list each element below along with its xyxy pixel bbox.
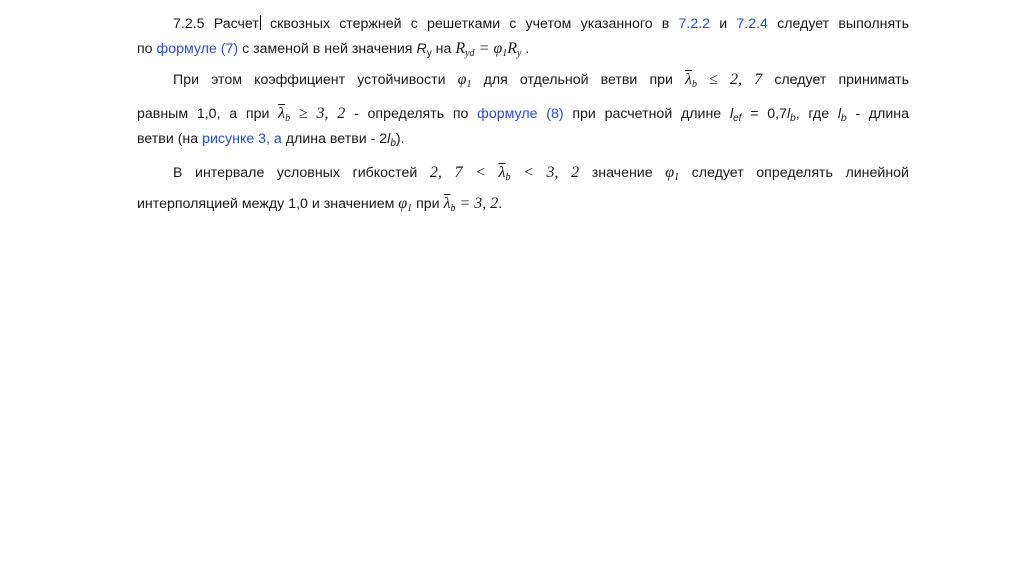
link-formula-8[interactable]: формуле (8): [477, 106, 564, 122]
formula-phi1-b: $\varphi_1$: [665, 164, 680, 183]
p1-line-1: 7.2.5 Расчет сквозных стержней с решетками с учетом указанного в 7.2.2 и 7.2.4 следует выполнять: [173, 16, 910, 32]
link-figure-3a[interactable]: рисунке 3, а: [202, 131, 282, 147]
formula-range-lambda: 2, $7 < \overline{\lambda}_b < 3$, 2: [429, 164, 580, 183]
p2-line-1: При этом коэффициент устойчивости $\varphi_1$ для отдельной ветви при $\overline{\lambda}_b \le 2$, 7 следует принимать: [173, 71, 909, 90]
p2-line-3: ветви (на рисунке 3, а длина ветви - $2l_b$).: [137, 131, 405, 149]
p1-line-2: по формуле (7) с заменой в ней значения $R_y$ на $R_{yd} = \varphi_1R_y$ .: [137, 40, 530, 59]
formula-lambda-ge-3-2: $\overline{\lambda}_b \ge 3$, 2: [278, 105, 346, 124]
link-ref-7-2-4[interactable]: 7.2.4: [736, 16, 768, 32]
link-ref-7-2-2[interactable]: 7.2.2: [678, 16, 711, 32]
formula-lef: $l_{ef} = 0,7l_b$, где $l_b$: [729, 106, 847, 124]
text-cursor: [260, 15, 261, 30]
formula-phi1-c: $\varphi_1$: [398, 195, 413, 214]
formula-lambda-le-2-7: $\overline{\lambda}_b \le 2$, 7: [685, 71, 763, 90]
p3-line-1: В интервале условных гибкостей 2, $7 < \overline{\lambda}_b < 3$, 2 значение $\varphi_1$ следует определять линейной: [173, 164, 909, 183]
formula-phi1: $\varphi_1$: [457, 71, 472, 90]
formula-ryd: $R_{yd} = \varphi_1R_y$: [455, 40, 522, 59]
section-number-text: 7.2.5 Расчет: [173, 16, 259, 32]
formula-lambda-eq-3-2: $\overline{\lambda}_b = 3$, 2: [443, 195, 499, 214]
link-formula-7[interactable]: формуле (7): [156, 41, 239, 57]
p3-line-2: интерполяцией между 1,0 и значением $\varphi_1$ при $\overline{\lambda}_b = 3$, 2.: [137, 195, 503, 214]
p2-line-2: равным 1,0, а при $\overline{\lambda}_b \ge 3$, 2 - определять по формуле (8) при расчетной длине $l_{ef} = 0,7l_b$, где $l_b$ - длина: [137, 105, 909, 124]
